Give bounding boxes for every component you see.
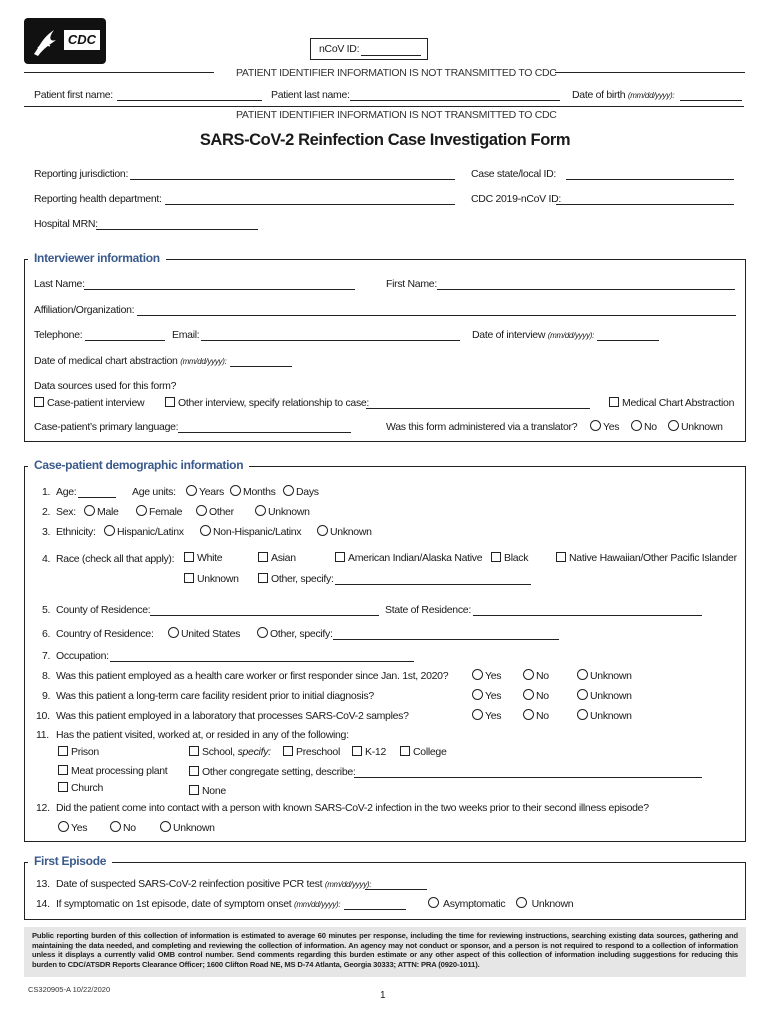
q12-yes-option[interactable]: Yes	[58, 821, 87, 834]
q7-number: 7.	[42, 650, 51, 662]
ncov-id-box	[310, 38, 428, 60]
other-congregate-checkbox[interactable]	[189, 766, 199, 776]
country-other-field[interactable]	[333, 639, 559, 640]
ethnicity-hispanic-option[interactable]: Hispanic/Latinx	[104, 525, 184, 538]
q9-no-radio[interactable]	[523, 689, 534, 700]
age-field[interactable]	[78, 497, 116, 498]
primary-language-field[interactable]	[178, 432, 351, 433]
county-field[interactable]	[150, 615, 379, 616]
q14-question: If symptomatic on 1st episode, date of symptom onset (mm/dd/yyyy):	[56, 898, 341, 910]
cdc-ncov-id-label: CDC 2019-nCoV ID:	[471, 193, 562, 205]
age-units-label: Age units:	[132, 486, 176, 498]
other-interview-checkbox[interactable]	[165, 397, 175, 407]
q9-yes-radio[interactable]	[472, 689, 483, 700]
age-months-option[interactable]: Months	[230, 485, 276, 498]
q9-unknown-radio[interactable]	[577, 689, 588, 700]
race-other-specify-field[interactable]	[335, 584, 531, 585]
q3-number: 3.	[42, 526, 51, 538]
q8-yes-radio[interactable]	[472, 669, 483, 680]
preschool-checkbox[interactable]	[283, 746, 293, 756]
q8-unknown-radio[interactable]	[577, 669, 588, 680]
hospital-mrn-field[interactable]	[96, 229, 258, 230]
q4-number: 4.	[42, 553, 51, 565]
ethnicity-unknown-radio[interactable]	[317, 525, 328, 536]
translator-unknown-radio[interactable]	[668, 420, 679, 431]
preschool-option[interactable]: Preschool	[283, 746, 340, 758]
k12-checkbox[interactable]	[352, 746, 362, 756]
race-unknown-option[interactable]: Unknown	[184, 573, 239, 585]
other-interview-relationship-field[interactable]	[366, 408, 590, 409]
affiliation-label: Affiliation/Organization:	[34, 304, 135, 316]
country-label: Country of Residence:	[56, 628, 154, 640]
cdc-logo	[24, 18, 106, 64]
patient-last-name-field[interactable]	[350, 100, 560, 101]
q10-question: Was this patient employed in a laboratory that processes SARS-CoV-2 samples?	[56, 710, 409, 722]
q13-date-field[interactable]	[365, 889, 427, 890]
race-other-option[interactable]: Other, specify:	[258, 573, 334, 585]
case-patient-interview-checkbox[interactable]	[34, 397, 44, 407]
q9-number: 9.	[42, 690, 51, 702]
first-episode-section	[24, 862, 746, 920]
q12-no-radio[interactable]	[110, 821, 121, 832]
affiliation-field[interactable]	[137, 315, 736, 316]
church-checkbox[interactable]	[58, 782, 68, 792]
sex-unknown-option[interactable]: Unknown	[255, 505, 310, 518]
q12-yes-radio[interactable]	[58, 821, 69, 832]
school-option[interactable]: School, specify:	[189, 746, 271, 758]
meat-processing-option[interactable]: Meat processing plant	[58, 765, 167, 777]
demographic-section-title: Case-patient demographic information	[28, 458, 249, 472]
q14-unknown-option[interactable]: Unknown	[516, 897, 573, 910]
race-native-hawaiian-option[interactable]: Native Hawaiian/Other Pacific Islander	[556, 552, 737, 564]
meat-processing-checkbox[interactable]	[58, 765, 68, 775]
ethnicity-unknown-option[interactable]: Unknown	[317, 525, 372, 538]
form-code: CS320905-A 10/22/2020	[28, 985, 111, 994]
race-asian-option[interactable]: Asian	[258, 552, 296, 564]
prison-option[interactable]: Prison	[58, 746, 99, 758]
none-option[interactable]: None	[189, 785, 226, 797]
ncov-id-label: nCoV ID:	[319, 43, 360, 55]
q11-number: 11.	[36, 729, 49, 741]
telephone-field[interactable]	[85, 340, 165, 341]
sex-unknown-radio[interactable]	[255, 505, 266, 516]
ethnicity-label: Ethnicity:	[56, 526, 96, 538]
age-months-radio[interactable]	[230, 485, 241, 496]
date-chart-abstraction-label: Date of medical chart abstraction (mm/dd/yyyy):	[34, 355, 227, 367]
q10-unknown-option[interactable]: Unknown	[577, 709, 632, 722]
q8-no-option[interactable]: No	[523, 669, 549, 682]
race-unknown-checkbox[interactable]	[184, 573, 194, 583]
q10-unknown-radio[interactable]	[577, 709, 588, 720]
email-label: Email:	[172, 329, 200, 341]
state-field[interactable]	[473, 615, 702, 616]
translator-no-option[interactable]: No	[631, 420, 657, 433]
q10-no-option[interactable]: No	[523, 709, 549, 722]
occupation-label: Occupation:	[56, 650, 109, 662]
race-asian-checkbox[interactable]	[258, 552, 268, 562]
q14-unknown-radio[interactable]	[516, 897, 527, 908]
college-option[interactable]: College	[400, 746, 447, 758]
asymptomatic-radio[interactable]	[428, 897, 439, 908]
sex-other-option[interactable]: Other	[196, 505, 234, 518]
q9-question: Was this patient a long-term care facility resident prior to initial diagnosis?	[56, 690, 374, 702]
q12-unknown-radio[interactable]	[160, 821, 171, 832]
ethnicity-non-hispanic-radio[interactable]	[200, 525, 211, 536]
date-of-interview-field[interactable]	[597, 340, 659, 341]
translator-yes-option[interactable]: Yes	[590, 420, 619, 433]
country-other-radio[interactable]	[257, 627, 268, 638]
dob-label: Date of birth (mm/dd/yyyy):	[572, 89, 675, 101]
sex-female-radio[interactable]	[136, 505, 147, 516]
telephone-label: Telephone:	[34, 329, 83, 341]
ncov-id-field[interactable]	[361, 55, 421, 56]
country-us-radio[interactable]	[168, 627, 179, 638]
race-american-indian-checkbox[interactable]	[335, 552, 345, 562]
age-days-option[interactable]: Days	[283, 485, 319, 498]
dob-field[interactable]	[680, 100, 742, 101]
q1-number: 1.	[42, 486, 51, 498]
other-interview-option[interactable]: Other interview, specify relationship to case:	[165, 397, 369, 409]
reporting-jurisdiction-field[interactable]	[130, 179, 455, 180]
church-option[interactable]: Church	[58, 782, 103, 794]
q8-question: Was this patient employed as a health care worker or first responder since Jan. 1st, 2020?	[56, 670, 449, 682]
interviewer-section-title: Interviewer information	[28, 251, 166, 265]
sex-male-radio[interactable]	[84, 505, 95, 516]
q12-no-option[interactable]: No	[110, 821, 136, 834]
reporting-health-department-field[interactable]	[165, 204, 455, 205]
country-other-option[interactable]: Other, specify:	[257, 627, 333, 640]
sex-other-radio[interactable]	[196, 505, 207, 516]
cdc-ncov-id-field[interactable]	[556, 204, 734, 205]
q12-question: Did the patient come into contact with a person with known SARS-CoV-2 infection in the two weeks prior to their second illness episode?	[56, 802, 649, 814]
page-number: 1	[380, 990, 386, 1001]
race-native-hawaiian-checkbox[interactable]	[556, 552, 566, 562]
medical-chart-checkbox[interactable]	[609, 397, 619, 407]
q9-yes-option[interactable]: Yes	[472, 689, 501, 702]
translator-yes-radio[interactable]	[590, 420, 601, 431]
q11-question: Has the patient visited, worked at, or resided in any of the following:	[56, 729, 349, 741]
first-episode-section-title: First Episode	[28, 854, 112, 868]
asymptomatic-option[interactable]: Asymptomatic	[428, 897, 505, 910]
q8-unknown-option[interactable]: Unknown	[577, 669, 632, 682]
other-congregate-option[interactable]: Other congregate setting, describe:	[189, 766, 356, 778]
college-checkbox[interactable]	[400, 746, 410, 756]
medical-chart-option[interactable]: Medical Chart Abstraction	[609, 397, 734, 409]
race-other-checkbox[interactable]	[258, 573, 268, 583]
sex-label: Sex:	[56, 506, 76, 518]
reporting-health-department-label: Reporting health department:	[34, 193, 162, 205]
identifier-notice-bottom: PATIENT IDENTIFIER INFORMATION IS NOT TRANSMITTED TO CDC	[236, 109, 557, 121]
q8-no-radio[interactable]	[523, 669, 534, 680]
primary-language-label: Case-patient’s primary language:	[34, 421, 179, 433]
race-black-option[interactable]: Black	[491, 552, 528, 564]
translator-question: Was this form administered via a translator?	[386, 421, 578, 433]
date-chart-abstraction-field[interactable]	[230, 366, 292, 367]
none-checkbox[interactable]	[189, 785, 199, 795]
interviewer-last-name-label: Last Name:	[34, 278, 85, 290]
q12-unknown-option[interactable]: Unknown	[160, 821, 215, 834]
date-of-interview-label: Date of interview (mm/dd/yyyy):	[472, 329, 595, 341]
occupation-field[interactable]	[110, 661, 414, 662]
ethnicity-non-hispanic-option[interactable]: Non-Hispanic/Latinx	[200, 525, 301, 538]
burden-statement: Public reporting burden of this collection of information is estimated to average 60 minutes per response, including the time for reviewing instructions, searching existing data sources, gathering and maintaining the data needed, and completing and reviewing the collection of information. An agency may not conduct or sponsor, and a person is not required to respond to a collection of information unless it displays a currently valid OMB control number. Send comments regarding this burden estimate or any other aspect of this collection of information including suggestions for reducing this burden to CDC/ATSDR Reports Clearance Officer; 1600 Clifton Road NE, MS D-74 Atlanta, Georgia 30333; ATTN: PRA (0920-1011).	[32, 931, 738, 969]
q6-number: 6.	[42, 628, 51, 640]
q9-no-option[interactable]: No	[523, 689, 549, 702]
patient-last-name-label: Patient last name:	[271, 89, 350, 101]
race-american-indian-option[interactable]: American Indian/Alaska Native	[335, 552, 482, 564]
email-field[interactable]	[201, 340, 460, 341]
interviewer-first-name-label: First Name:	[386, 278, 437, 290]
q9-unknown-option[interactable]: Unknown	[577, 689, 632, 702]
prison-checkbox[interactable]	[58, 746, 68, 756]
race-white-checkbox[interactable]	[184, 552, 194, 562]
identifier-notice-top: PATIENT IDENTIFIER INFORMATION IS NOT TRANSMITTED TO CDC	[236, 67, 557, 79]
translator-unknown-option[interactable]: Unknown	[668, 420, 723, 433]
case-patient-interview-option[interactable]: Case-patient interview	[34, 397, 144, 409]
country-us-option[interactable]: United States	[168, 627, 240, 640]
race-black-checkbox[interactable]	[491, 552, 501, 562]
case-state-local-id-label: Case state/local ID:	[471, 168, 557, 180]
page-title: SARS-CoV-2 Reinfection Case Investigation Form	[199, 131, 571, 149]
q13-number: 13.	[36, 878, 50, 890]
sex-male-option[interactable]: Male	[84, 505, 119, 518]
q10-yes-option[interactable]: Yes	[472, 709, 501, 722]
demographic-section	[24, 466, 746, 842]
county-label: County of Residence:	[56, 604, 151, 616]
hospital-mrn-label: Hospital MRN:	[34, 218, 98, 230]
interviewer-last-name-field[interactable]	[84, 289, 355, 290]
ethnicity-hispanic-radio[interactable]	[104, 525, 115, 536]
q13-question: Date of suspected SARS-CoV-2 reinfection positive PCR test (mm/dd/yyyy):	[56, 878, 372, 890]
interviewer-first-name-field[interactable]	[437, 289, 735, 290]
other-congregate-field[interactable]	[354, 777, 702, 778]
cdc-logo-text: CDC	[64, 30, 100, 50]
reporting-jurisdiction-label: Reporting jurisdiction:	[34, 168, 129, 180]
race-label: Race (check all that apply):	[56, 553, 175, 565]
age-years-radio[interactable]	[186, 485, 197, 496]
q14-number: 14.	[36, 898, 50, 910]
case-state-local-id-field[interactable]	[566, 179, 734, 180]
q8-yes-option[interactable]: Yes	[472, 669, 501, 682]
q5-number: 5.	[42, 604, 51, 616]
data-sources-label: Data sources used for this form?	[34, 380, 177, 392]
race-white-option[interactable]: White	[184, 552, 222, 564]
q10-yes-radio[interactable]	[472, 709, 483, 720]
q12-number: 12.	[36, 802, 50, 814]
q10-number: 10.	[36, 710, 50, 722]
k12-option[interactable]: K-12	[352, 746, 386, 758]
age-days-radio[interactable]	[283, 485, 294, 496]
patient-first-name-field[interactable]	[117, 100, 262, 101]
hhs-eagle-icon	[30, 24, 60, 58]
age-years-option[interactable]: Years	[186, 485, 224, 498]
interviewer-section	[24, 259, 746, 442]
sex-female-option[interactable]: Female	[136, 505, 182, 518]
translator-no-radio[interactable]	[631, 420, 642, 431]
patient-first-name-label: Patient first name:	[34, 89, 113, 101]
burden-statement-box	[24, 927, 746, 977]
school-checkbox[interactable]	[189, 746, 199, 756]
q14-date-field[interactable]	[344, 909, 406, 910]
q10-no-radio[interactable]	[523, 709, 534, 720]
state-label: State of Residence:	[385, 604, 471, 616]
q8-number: 8.	[42, 670, 51, 682]
q2-number: 2.	[42, 506, 51, 518]
age-label: Age:	[56, 486, 77, 498]
